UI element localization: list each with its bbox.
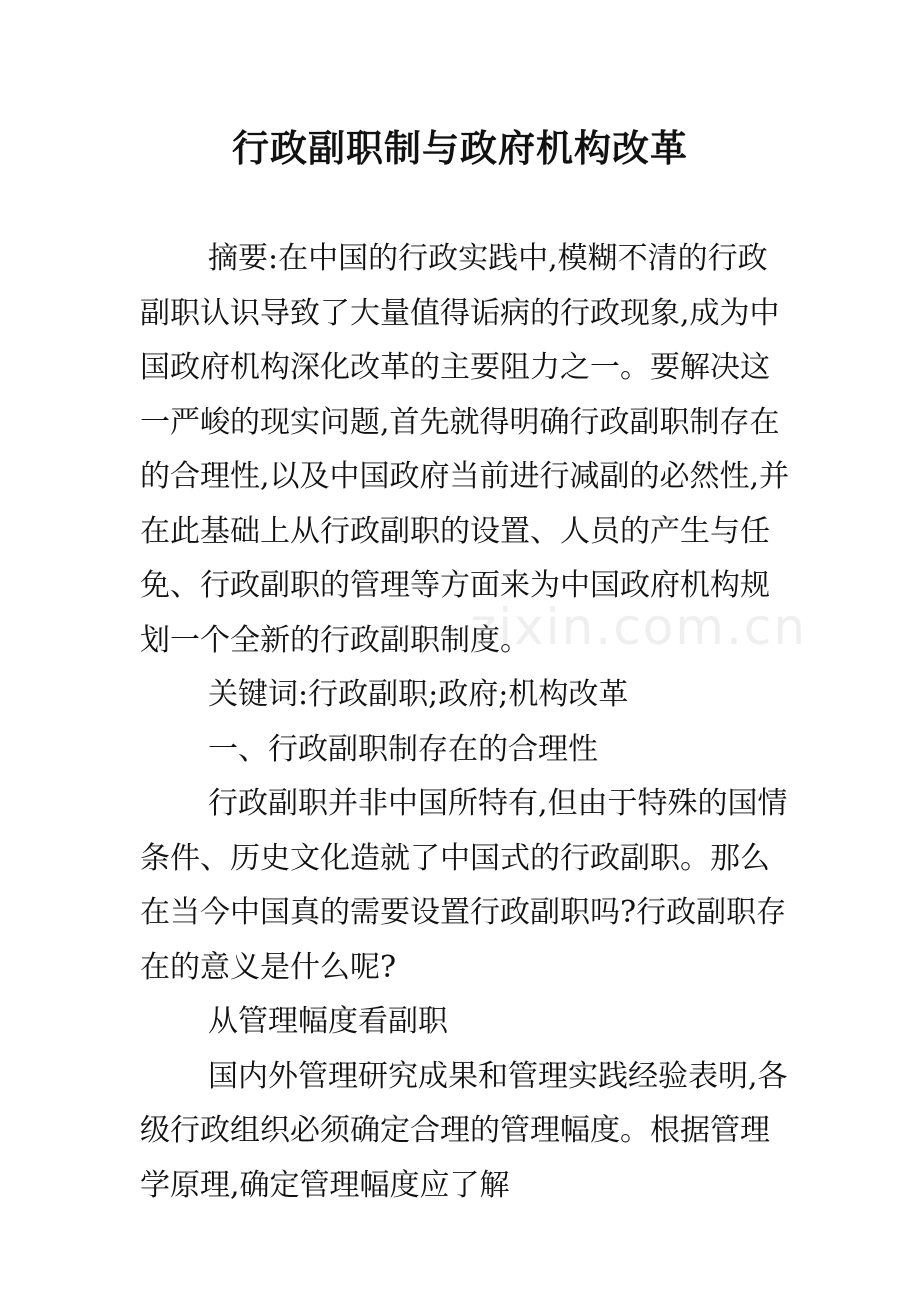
document-title: 行政副职制与政府机构改革 xyxy=(232,126,688,170)
body-paragraph: 行政副职并非中国所特有,但由于特殊的国情条件、历史文化造就了中国式的行政副职。那么在当今中国真的需要设置行政副职吗?行政副职存在的意义是什么呢? xyxy=(140,786,788,985)
watermark-text: zixin.com.cn xyxy=(470,598,808,656)
keywords-paragraph: 关键词:行政副职;政府;机构改革 xyxy=(208,677,629,712)
abstract-paragraph: 摘要:在中国的行政实践中,模糊不清的行政副职认识导致了大量值得诟病的行政现象,成为中国政府机构深化改革的主要阻力之一。要解决这一严峻的现实问题,首先就得明确行政副职制存在的合理性,以及中国政府当前进行减副的必然性,并在此基础上从行政副职的设置、人员的产生与任免、行政副职的管理等方面来为中国政府机构规划一个全新的行政副职制度。 xyxy=(140,241,790,658)
subsection-heading: 从管理幅度看副职 xyxy=(208,1004,448,1039)
section-heading: 一、行政副职制存在的合理性 xyxy=(208,731,598,767)
body-paragraph: 国内外管理研究成果和管理实践经验表明,各级行政组织必须确定合理的管理幅度。根据管理学原理,确定管理幅度应了解 xyxy=(140,1058,788,1203)
document-body xyxy=(140,232,790,1213)
